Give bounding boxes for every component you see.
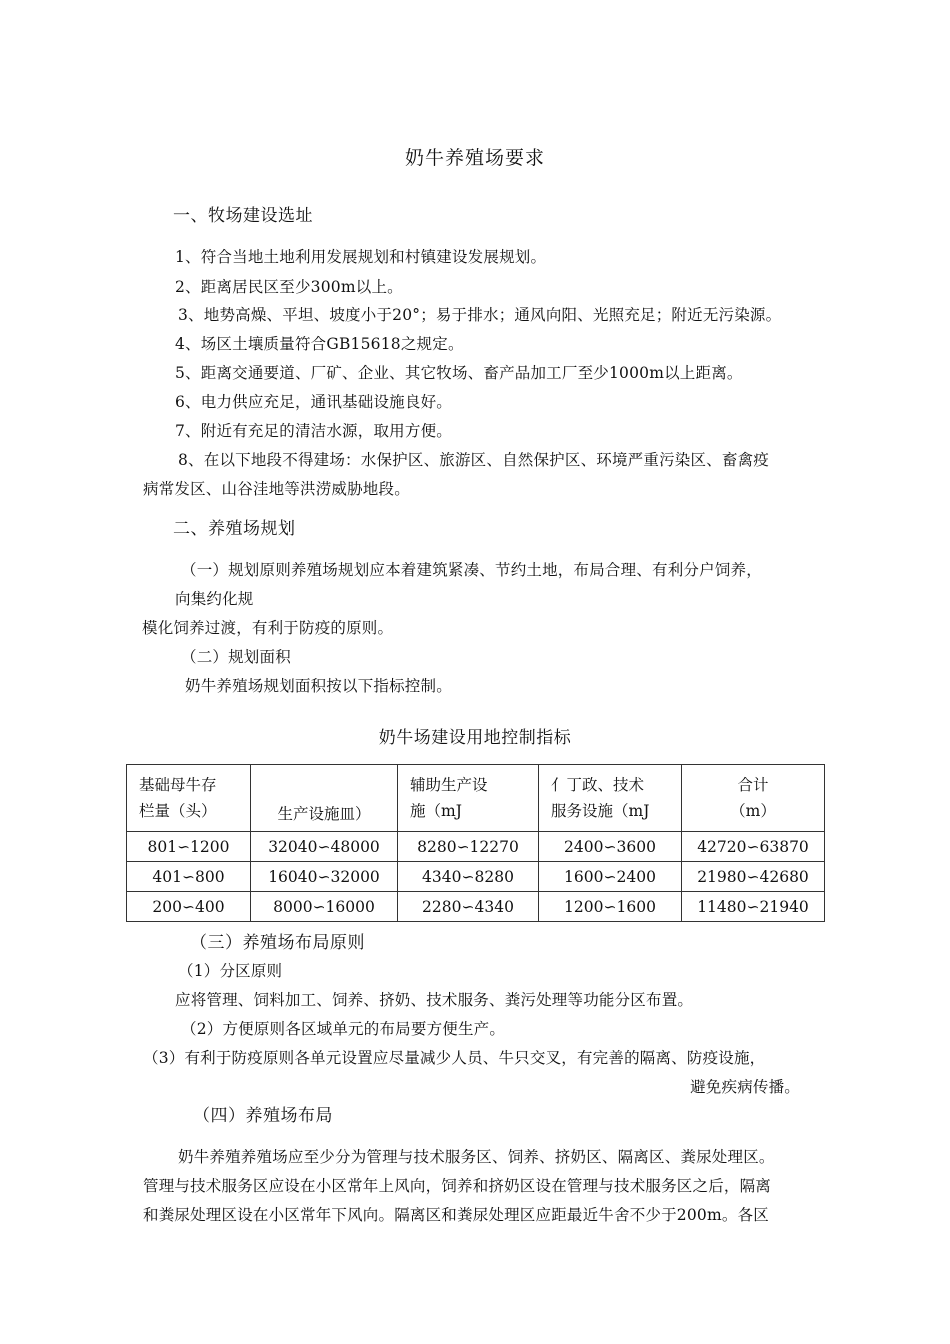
- column-header: 基础母牛存 栏量（头）: [127, 765, 251, 832]
- paragraph-line: 管理与技术服务区应设在小区常年上风向，饲养和挤奶区设在管理与技术服务区之后，隔离: [143, 1177, 772, 1195]
- paragraph-line: （3）有利于防疫原则各单元设置应尽量减少人员、牛只交叉，有完善的隔离、防疫设施，: [143, 1049, 766, 1067]
- paragraph-line: 模化饲养过渡，有利于防疫的原则。: [142, 619, 394, 637]
- table-cell: 801∽1200: [127, 832, 251, 862]
- table-cell: 21980∽42680: [682, 862, 825, 892]
- paragraph-line: 和粪尿处理区设在小区常年下风向。隔离区和粪尿处理区应距最近牛舍不少于200m。各区: [143, 1206, 769, 1224]
- subheading-zoning: （1）分区原则: [178, 962, 283, 980]
- table-caption: 奶牛场建设用地控制指标: [378, 728, 572, 748]
- paragraph-line: 避免疾病传播。: [690, 1078, 800, 1096]
- table-cell: 32040∽48000: [251, 832, 398, 862]
- paragraph-line: （2）方便原则各区域单元的布局要方便生产。: [181, 1020, 506, 1038]
- subheading-planning-area: （二）规划面积: [181, 648, 291, 666]
- land-use-table: [126, 764, 825, 922]
- column-header: 辅助生产设 施（mJ: [398, 765, 539, 832]
- section-heading-site-selection: 一、牧场建设选址: [173, 206, 313, 226]
- table-row: [127, 862, 825, 892]
- list-item: 2、距离居民区至少300m以上。: [175, 278, 403, 296]
- paragraph-line: 奶牛养殖养殖场应至少分为管理与技术服务区、饲养、挤奶区、隔离区、粪尿处理区。: [178, 1148, 775, 1166]
- table-cell: 200∽400: [127, 892, 251, 922]
- table-cell: 1200∽1600: [539, 892, 682, 922]
- list-item: 5、距离交通要道、厂矿、企业、其它牧场、畜产品加工厂至少1000m以上距离。: [175, 364, 743, 382]
- paragraph-line: 奶牛养殖场规划面积按以下指标控制。: [185, 677, 452, 695]
- list-item: 4、场区土壤质量符合GB15618之规定。: [175, 335, 464, 353]
- list-item: 3、地势高燥、平坦、坡度小于20°；易于排水；通风向阳、光照充足；附近无污染源。: [178, 306, 782, 324]
- table-row: [127, 892, 825, 922]
- table-header-row: [127, 765, 825, 832]
- list-item: 1、符合当地土地利用发展规划和村镇建设发展规划。: [175, 248, 547, 266]
- paragraph-line: 应将管理、饲料加工、饲养、挤奶、技术服务、粪污处理等功能分区布置。: [175, 991, 694, 1009]
- paragraph-line: 向集约化规: [175, 590, 254, 608]
- table-cell: 11480∽21940: [682, 892, 825, 922]
- table-row: [127, 832, 825, 862]
- section-heading-layout: （四）养殖场布局: [193, 1106, 333, 1126]
- column-header: 生产设施皿）: [251, 765, 398, 832]
- table-cell: 2400∽3600: [539, 832, 682, 862]
- section-heading-planning: 二、养殖场规划: [173, 519, 296, 539]
- document-title: 奶牛养殖场要求: [404, 147, 545, 169]
- table-cell: 2280∽4340: [398, 892, 539, 922]
- table-cell: 401∽800: [127, 862, 251, 892]
- section-heading-layout-principles: （三）养殖场布局原则: [190, 933, 365, 953]
- paragraph-line: （一）规划原则养殖场规划应本着建筑紧凑、节约土地，布局合理、有利分户饲养，: [181, 561, 762, 579]
- list-item-continuation: 病常发区、山谷洼地等洪涝威胁地段。: [143, 480, 410, 498]
- table-cell: 1600∽2400: [539, 862, 682, 892]
- list-item: 6、电力供应充足，通讯基础设施良好。: [175, 393, 452, 411]
- column-header: 亻丁政、技术 服务设施（mJ: [539, 765, 682, 832]
- column-header: 合计 （m）: [682, 765, 825, 832]
- table-cell: 8280∽12270: [398, 832, 539, 862]
- table-cell: 16040∽32000: [251, 862, 398, 892]
- table-cell: 4340∽8280: [398, 862, 539, 892]
- table-cell: 42720∽63870: [682, 832, 825, 862]
- table-cell: 8000∽16000: [251, 892, 398, 922]
- list-item: 7、附近有充足的清洁水源，取用方便。: [175, 422, 452, 440]
- list-item: 8、在以下地段不得建场：水保护区、旅游区、自然保护区、环境严重污染区、畜禽疫: [178, 451, 769, 469]
